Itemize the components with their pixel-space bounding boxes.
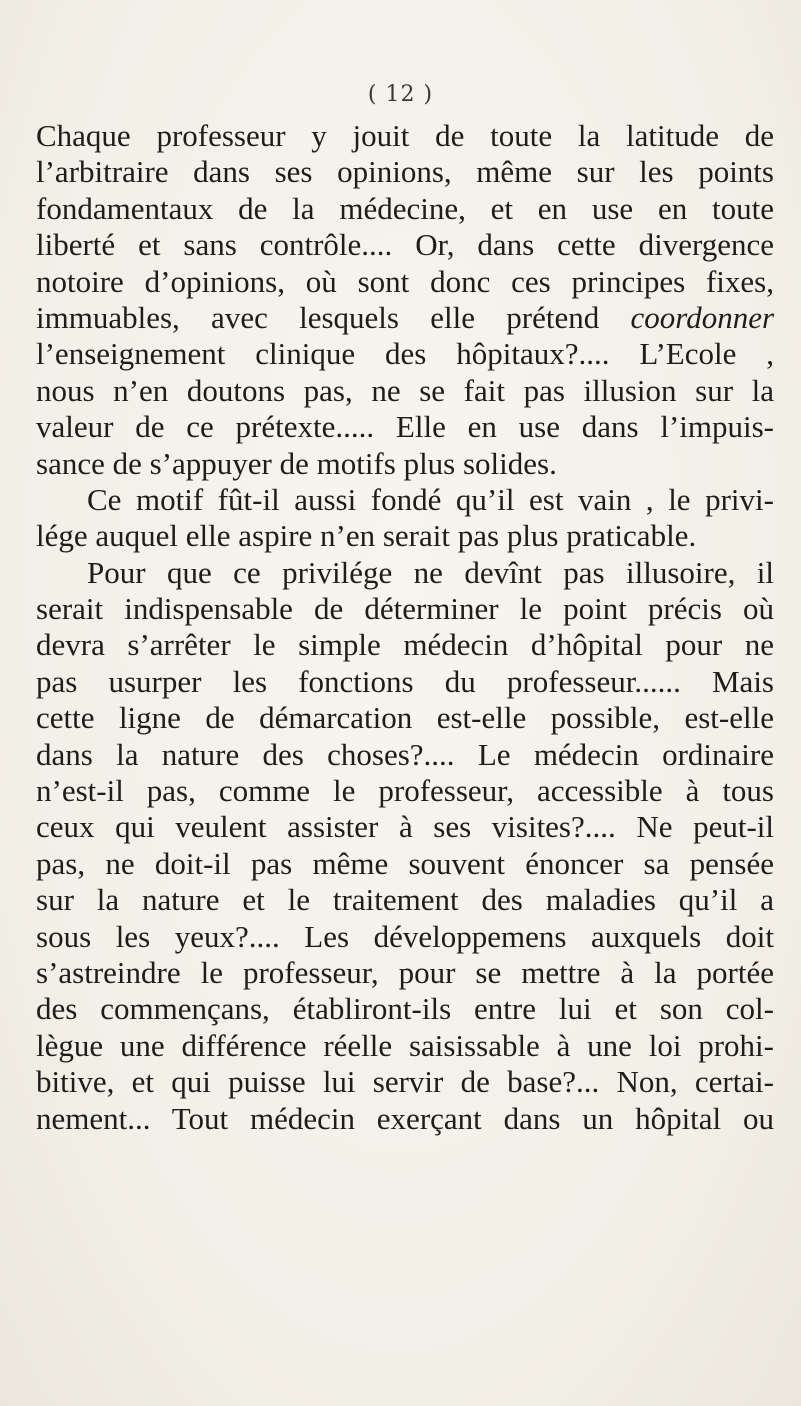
text-line: lége auquel elle aspire n’en serait pas plus praticable. bbox=[36, 518, 697, 554]
text-line: lègue une différence réelle saisissable à une loi prohi- bbox=[36, 1027, 774, 1063]
text-line: nement... Tout médecin exerçant dans un hôpital ou bbox=[36, 1100, 774, 1136]
text-line: pas, ne doit-il pas même souvent énoncer sa pensée bbox=[36, 845, 774, 881]
text-line: devra s’arrêter le simple médecin d’hôpital pour ne bbox=[36, 627, 774, 663]
text-line: Pour que ce privilége ne devînt pas illusoire, il bbox=[87, 554, 774, 590]
text-line: liberté et sans contrôle.... Or, dans cette divergence bbox=[36, 227, 774, 263]
text-line: sur la nature et le traitement des maladies qu’il a bbox=[36, 882, 774, 918]
text-line bbox=[36, 300, 774, 336]
text-line: s’astreindre le professeur, pour se mettre à la portée bbox=[36, 954, 774, 990]
text-line: des commençans, établiront-ils entre lui et son col- bbox=[36, 991, 774, 1027]
text-line-part: immuables, avec lesquels elle prétend bbox=[36, 299, 600, 335]
text-line: cette ligne de démarcation est-elle possible, est-elle bbox=[36, 700, 774, 736]
text-line: dans la nature des choses?.... Le médecin ordinaire bbox=[36, 736, 774, 772]
text-line: l’enseignement clinique des hôpitaux?.... L’Ecole , bbox=[36, 336, 774, 372]
text-line: serait indispensable de déterminer le point précis où bbox=[36, 591, 774, 627]
text-line: notoire d’opinions, où sont donc ces principes fixes, bbox=[36, 263, 774, 299]
text-line: bitive, et qui puisse lui servir de base?... Non, certai- bbox=[36, 1064, 774, 1100]
text-line: fondamentaux de la médecine, et en use en toute bbox=[36, 190, 774, 226]
text-line: valeur de ce prétexte..... Elle en use dans l’impuis- bbox=[36, 409, 774, 445]
text-line: nous n’en doutons pas, ne se fait pas illusion sur la bbox=[36, 372, 774, 408]
text-line: Chaque professeur y jouit de toute la latitude de bbox=[36, 118, 774, 153]
text-line: n’est-il pas, comme le professeur, accessible à tous bbox=[36, 773, 774, 809]
text-line: sous les yeux?.... Les développemens auxquels doit bbox=[36, 918, 774, 954]
page-number: ( 12 ) bbox=[367, 82, 434, 107]
italic-term: coordonner bbox=[630, 299, 775, 335]
text-line: l’arbitraire dans ses opinions, même sur les points bbox=[36, 154, 774, 190]
text-line: ceux qui veulent assister à ses visites?.... Ne peut-il bbox=[36, 809, 774, 845]
text-line: sance de s’appuyer de motifs plus solides. bbox=[36, 445, 557, 481]
text-line: Ce motif fût-il aussi fondé qu’il est vain , le privi- bbox=[87, 481, 774, 517]
body-text bbox=[36, 118, 774, 1137]
text-line: pas usurper les fonctions du professeur...... Mais bbox=[36, 663, 774, 699]
